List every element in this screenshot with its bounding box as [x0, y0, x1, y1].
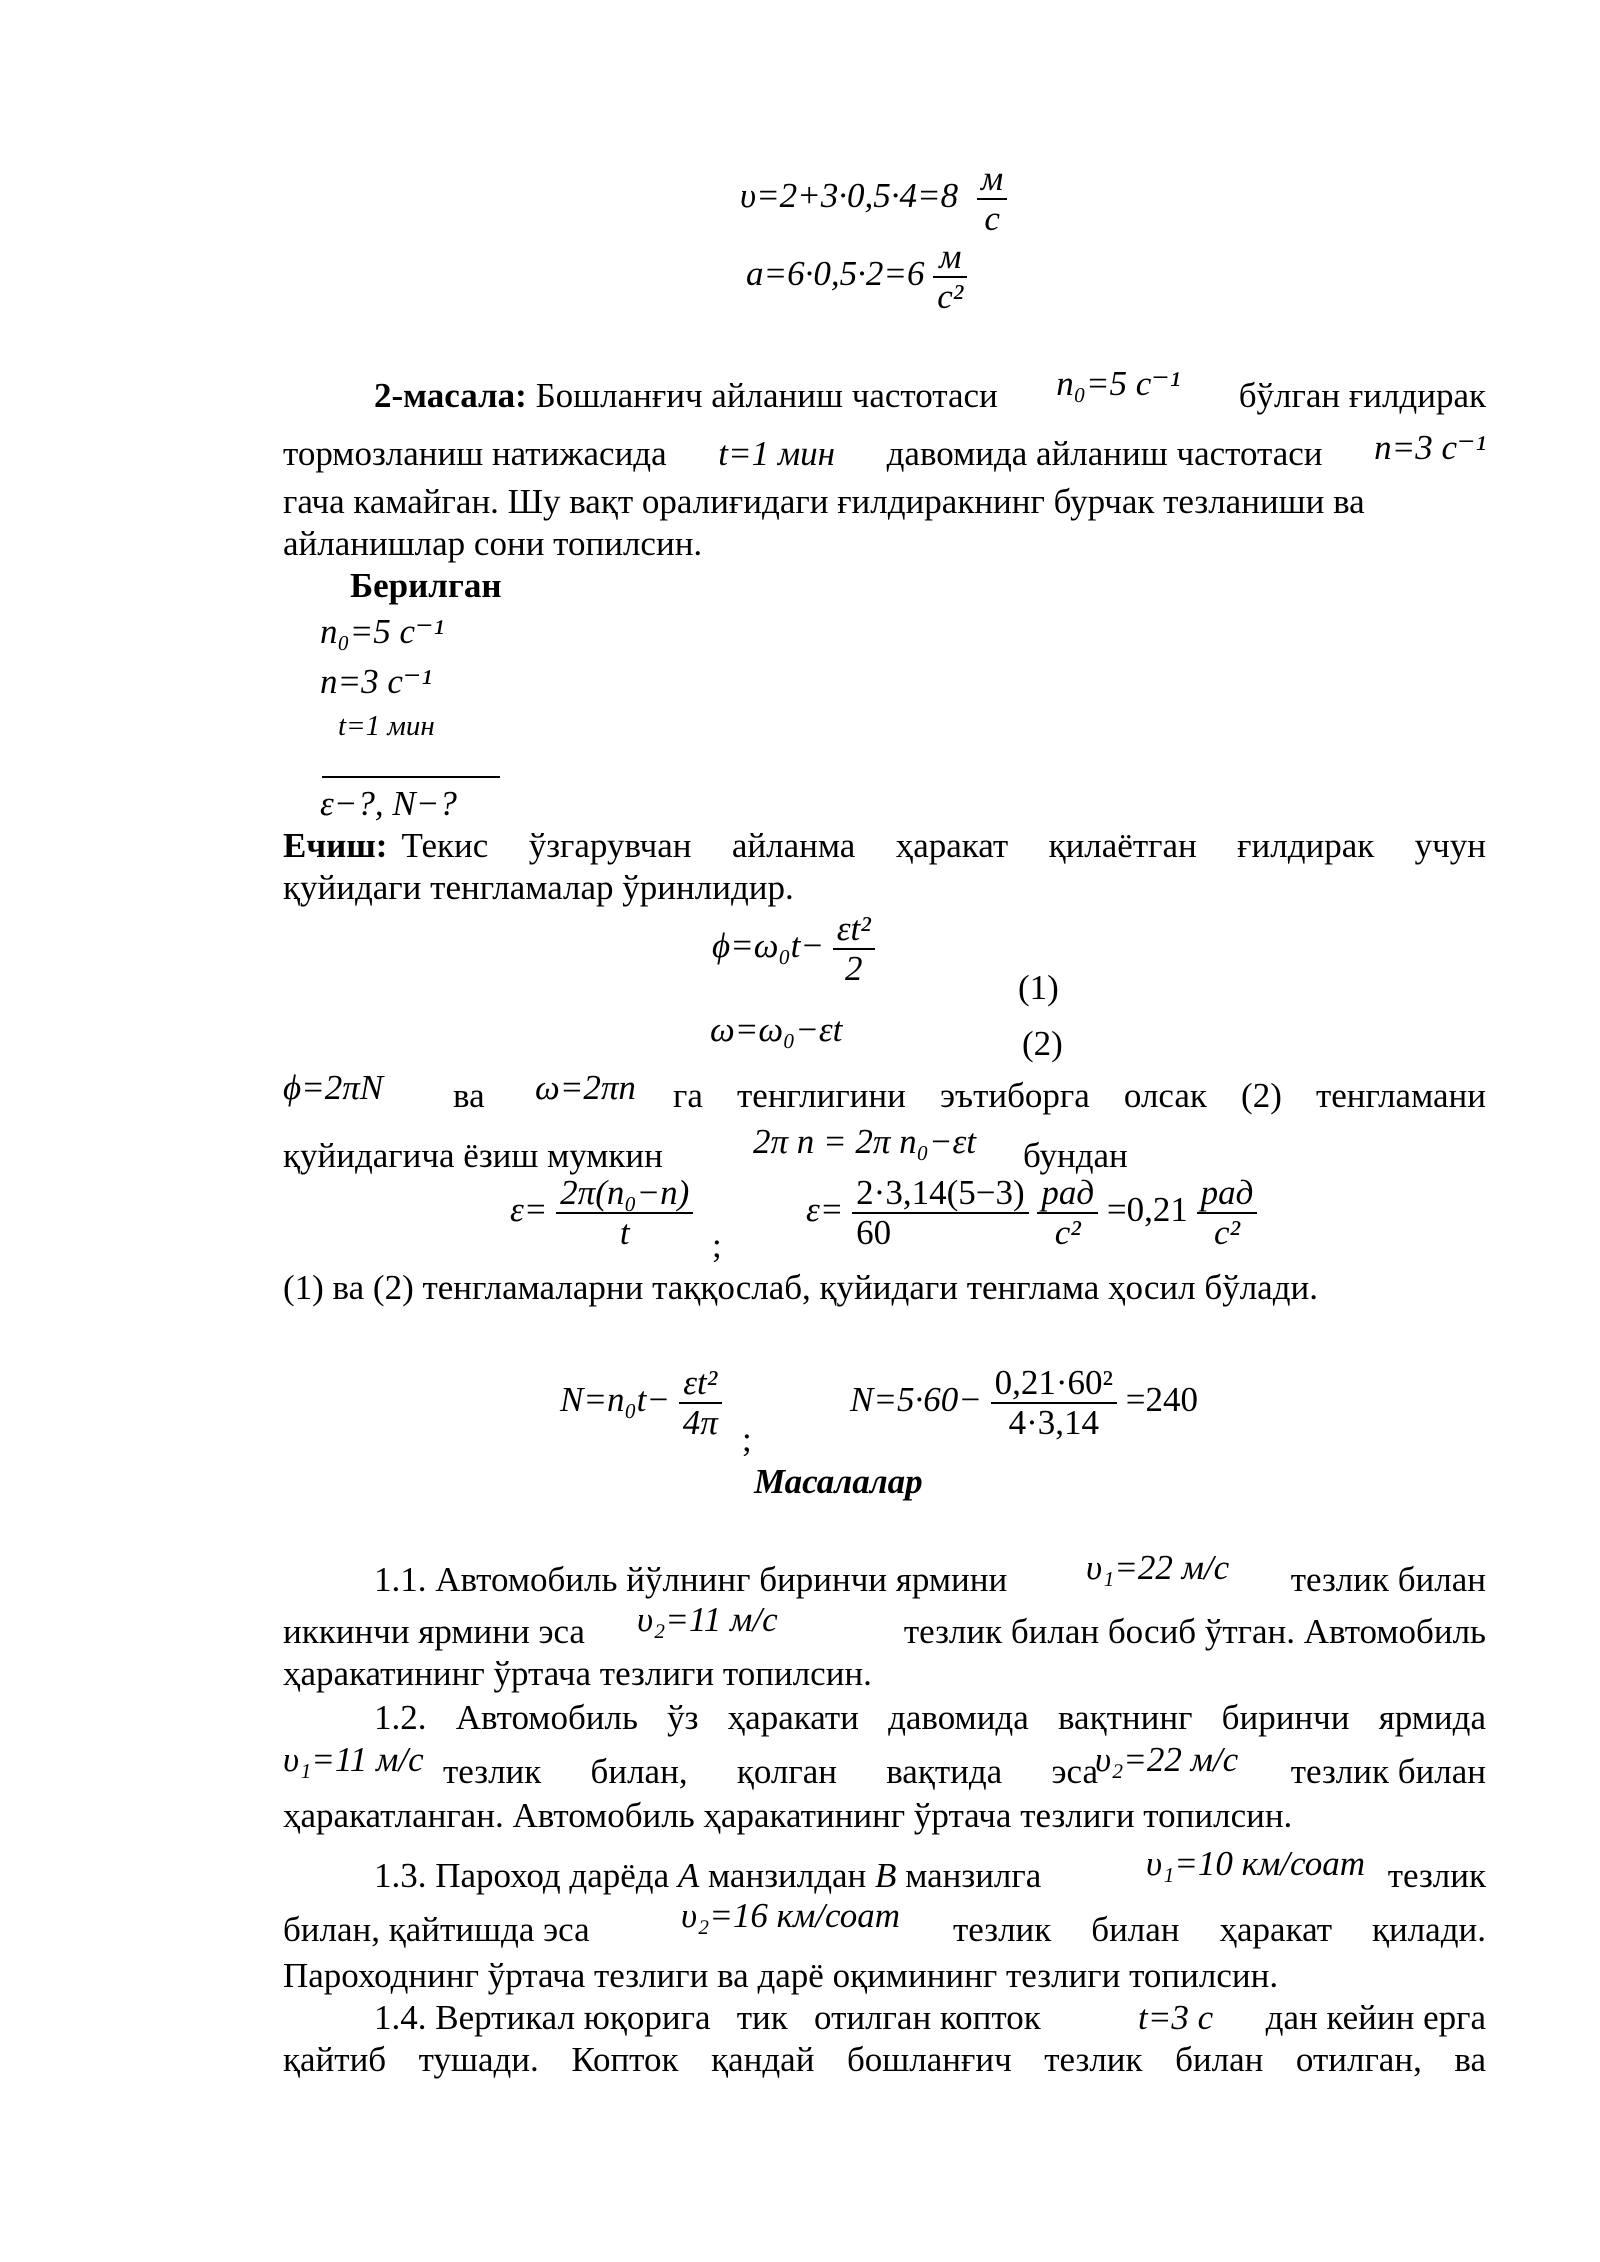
p13-text-a-2: манзилдан — [708, 1856, 867, 1895]
p11-text-d: тезлик билан босиб ўтган. Автомобиль — [903, 1612, 1486, 1651]
p12-line3: ҳаракатланган. Автомобиль ҳаракатининг ўртача тезлиги топилсин. — [283, 1796, 1293, 1835]
problem2-text-1a: Бошланғич айланиш частотаси — [535, 376, 998, 415]
p13-text-a-1: 1.3. Пароход дарёда — [374, 1856, 670, 1895]
solution-line2: қуйидаги тенгламалар ўринлидир. — [283, 868, 794, 907]
p13-line1 — [374, 1844, 1486, 1894]
acceleration-unit — [933, 238, 967, 316]
N-numeric-num: 0,21·60² — [991, 1364, 1117, 1404]
solution-text-4a: қуйидагича ёзиш мумкин — [283, 1136, 663, 1175]
p14-text-a: 1.4. Вертикал юқорига тик отилган копток — [374, 1998, 1041, 2037]
acceleration-unit-den: с² — [937, 277, 964, 316]
given-find: ε−?, N−? — [320, 784, 457, 823]
N-result: =240 — [1125, 1380, 1198, 1420]
N-numeric-fraction — [991, 1364, 1117, 1442]
p11-line3: ҳаракатининг ўртача тезлиги топилсин. — [283, 1654, 872, 1693]
p12-v2: υ₂=22 м/с — [1095, 1740, 1239, 1779]
N-formula — [560, 1364, 722, 1442]
N-numeric-den: 4·3,14 — [1008, 1403, 1099, 1442]
epsilon-numeric-den: 60 — [856, 1213, 892, 1252]
velocity-unit-num: м — [977, 160, 1007, 200]
epsilon-numeric-formula — [806, 1174, 1257, 1252]
rad-unit-1-num: рад — [1037, 1174, 1098, 1214]
equation-1-fraction — [833, 910, 875, 988]
problem2-t: t=1 мин — [718, 434, 836, 473]
p13-point-a: A — [677, 1856, 700, 1895]
given-divider — [322, 776, 500, 778]
acceleration-unit-num: м — [933, 238, 967, 278]
epsilon-numeric-fraction — [852, 1174, 1028, 1252]
N-numeric-formula — [850, 1364, 1198, 1442]
problem2-text-1b: бўлган ғилдирак — [1238, 376, 1486, 415]
solution-compare: (1) ва (2) тенгламаларни таққослаб, қуйидаги тенглама ҳосил бўлади. — [283, 1268, 1318, 1307]
solution-eq-4: 2π n = 2π n₀−εt — [753, 1122, 976, 1161]
problem2-line3 — [283, 480, 1486, 524]
velocity-unit — [977, 160, 1007, 238]
problem2-text-3: гача камайган. Шу вақт оралиғидаги ғилдиракнинг бурчак тезланиши ва — [283, 482, 1365, 521]
velocity-lhs: υ=2+3·0,5·4=8 — [740, 176, 959, 216]
N-numeric-lhs: N=5·60− — [850, 1380, 982, 1420]
p11-text-c: иккинчи ярмини эса — [283, 1612, 585, 1651]
equation-1-num: εt² — [833, 910, 875, 950]
N-num: εt² — [679, 1364, 722, 1404]
problem2-n0: n₀=5 с⁻¹ — [1056, 364, 1181, 403]
p14-text-b: дан кейин ерга — [1265, 1998, 1486, 2037]
equation-2: ω=ω₀−εt — [710, 1010, 843, 1049]
problem2-n: n=3 с⁻¹ — [1374, 428, 1486, 467]
p11-v1: υ₁=22 м/с — [1086, 1548, 1230, 1587]
epsilon-den: t — [619, 1213, 630, 1252]
solution-line1 — [283, 826, 1486, 866]
p14-text-c: қайтиб тушади. Копток қандай бошланғич тезлик билан отилган, ва — [283, 2040, 1486, 2079]
N-lhs: N=n₀t− — [560, 1380, 670, 1420]
rad-unit-1 — [1037, 1174, 1098, 1252]
epsilon-numeric-num: 2·3,14(5−3) — [852, 1174, 1028, 1214]
p13-v1: υ₁=10 км/соат — [1146, 1844, 1365, 1883]
p12-line1 — [374, 1698, 1486, 1738]
equation-1-lhs: ϕ=ω₀t− — [712, 926, 824, 966]
omega-relation: ω=2πn — [535, 1068, 636, 1107]
velocity-unit-den: с — [984, 199, 1000, 238]
section-title: Масалалар — [754, 1462, 923, 1501]
rad-unit-2-num: рад — [1197, 1174, 1258, 1214]
rad-unit-2 — [1197, 1174, 1258, 1252]
p13-v2: υ₂=16 км/соат — [681, 1896, 900, 1935]
solution-label: Ечиш: — [283, 826, 388, 865]
epsilon-semicolon: ; — [712, 1226, 722, 1265]
p11-line1 — [374, 1548, 1486, 1600]
p14-t: t=3 с — [1138, 1998, 1214, 2037]
p13-text-d: тезлик — [1387, 1856, 1486, 1895]
p13-text-a — [374, 1856, 1041, 1896]
p11-text-a: 1.1. Автомобиль йўлнинг биринчи ярмини — [374, 1560, 1008, 1599]
epsilon-fraction — [556, 1174, 693, 1252]
p12-line2 — [283, 1740, 1486, 1796]
N-den: 4π — [682, 1403, 718, 1442]
problem2-line2 — [283, 428, 1486, 474]
equation-1 — [712, 910, 875, 988]
epsilon-result: =0,21 — [1106, 1190, 1188, 1230]
p13-point-b: B — [875, 1856, 897, 1895]
equation-1-number: (1) — [1018, 968, 1059, 1007]
p13-line3: Пароходнинг ўртача тезлиги ва дарё оқимининг тезлиги топилсин. — [283, 1956, 1279, 1995]
and-word: ва — [453, 1076, 485, 1115]
equation-2-number: (2) — [1022, 1024, 1063, 1063]
p12-text-a: 1.2. Автомобиль ўз ҳаракати давомида вақтнинг биринчи ярмида — [374, 1698, 1486, 1737]
p13-line2 — [283, 1896, 1486, 1952]
p14-line2 — [283, 2040, 1486, 2080]
acceleration-lhs: a=6·0,5·2=6 — [746, 254, 925, 294]
rad-unit-1-den: с² — [1054, 1213, 1081, 1252]
N-semicolon: ; — [742, 1420, 752, 1459]
p12-text-c: тезлик билан — [1290, 1752, 1486, 1791]
problem2-text-2a: тормозланиш натижасида — [283, 434, 667, 473]
p12-text-b: тезлик билан, қолган вақтида эса — [443, 1752, 1098, 1791]
given-n: n=3 с⁻¹ — [320, 662, 432, 701]
epsilon-numeric-lhs: ε= — [806, 1190, 844, 1230]
given-title: Берилган — [350, 566, 502, 605]
epsilon-num: 2π(n₀−n) — [556, 1174, 693, 1214]
p11-line2 — [283, 1600, 1486, 1650]
problem2-text-2b: давомида айланиш частотаси — [886, 434, 1323, 473]
problem2-text-4: айланишлар сони топилсин. — [283, 524, 703, 563]
N-fraction — [679, 1364, 722, 1442]
given-n0: n₀=5 с⁻¹ — [320, 612, 445, 651]
p13-text-f: тезлик билан ҳаракат қилади. — [953, 1910, 1486, 1949]
problem2-line4 — [283, 524, 702, 564]
solution-text-3: га тенглигини эътиборга олсак (2) тенгламани — [673, 1076, 1486, 1115]
p11-v2: υ₂=11 м/с — [637, 1600, 778, 1639]
rad-unit-2-den: с² — [1213, 1213, 1240, 1252]
given-t: t=1 мин — [338, 710, 435, 742]
equation-1-den: 2 — [844, 949, 863, 988]
p13-text-a-3: манзилга — [905, 1856, 1042, 1895]
solution-text-1: Текис ўзгарувчан айланма ҳаракат қилаётган ғилдирак учун — [401, 826, 1486, 865]
phi-relation: ϕ=2πN — [283, 1068, 384, 1107]
p11-text-b: тезлик билан — [1290, 1560, 1486, 1599]
problem2-line1 — [374, 364, 1486, 416]
p12-v1: υ₁=11 м/с — [283, 1740, 424, 1779]
acceleration-formula — [746, 238, 967, 316]
solution-line4 — [283, 1122, 1486, 1175]
epsilon-lhs: ε= — [510, 1190, 548, 1230]
epsilon-formula — [510, 1174, 693, 1252]
velocity-formula — [740, 160, 1007, 238]
problem2-label: 2-масала: — [374, 376, 527, 415]
solution-text-4b: бундан — [1023, 1136, 1128, 1175]
p13-text-e: билан, қайтишда эса — [283, 1910, 590, 1949]
